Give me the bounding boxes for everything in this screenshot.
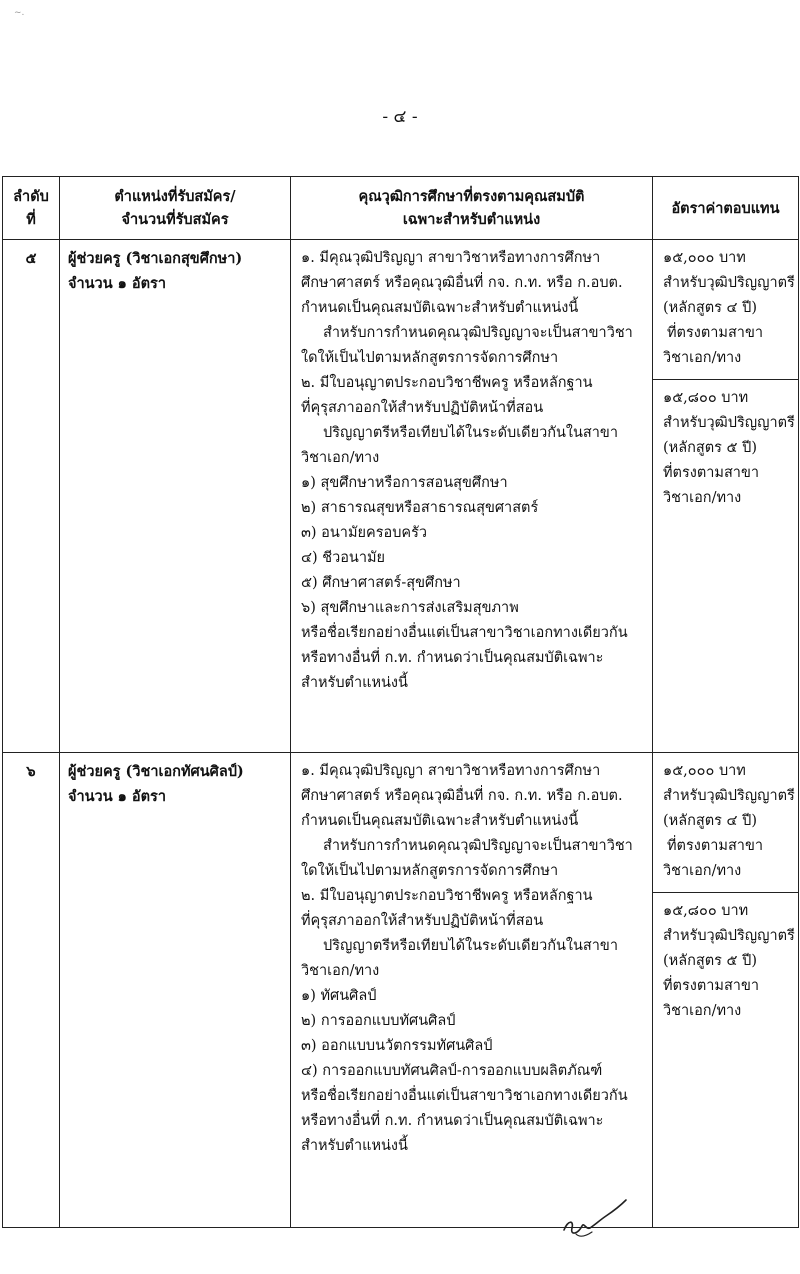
row-number: ๖ [3, 753, 60, 1228]
qualification-line: ๑) ทัศนศิลป์ [301, 988, 377, 1004]
qualification-line: ปริญญาตรีหรือเทียบได้ในระดับเดียวกันในสาขา [323, 938, 618, 954]
pay-line: สำหรับวุฒิปริญญาตรี [663, 928, 795, 944]
pay-line: ที่ตรงตามสาขา [667, 325, 764, 341]
page-number: - ๔ - [382, 107, 418, 127]
header-pay [653, 177, 799, 240]
pay-amount: ๑๕,๐๐๐ บาท [663, 763, 746, 779]
corner-mark: ~. [14, 8, 25, 18]
qualification-line: หรือทางอื่นที่ ก.ท. กำหนดว่าเป็นคุณสมบัติเฉพาะ [301, 650, 604, 666]
pay-block [653, 240, 798, 379]
table-header-row [3, 177, 799, 240]
qualification-line: ๕) ศึกษาศาสตร์-สุขศึกษา [301, 575, 461, 591]
position-cell [60, 240, 291, 753]
qualification-line: ๓) ออกแบบนวัตกรรมทัศนศิลป์ [301, 1038, 493, 1054]
qualification-line: หรือทางอื่นที่ ก.ท. กำหนดว่าเป็นคุณสมบัติเฉพาะ [301, 1113, 604, 1129]
qualification-line: หรือชื่อเรียกอย่างอื่นแต่เป็นสาขาวิชาเอกทางเดียวกัน [301, 1088, 628, 1104]
position-title: ผู้ช่วยครู (วิชาเอกสุขศึกษา) [68, 250, 243, 267]
qualification-line: วิชาเอก/ทาง [301, 450, 380, 466]
qualification-line: ใดให้เป็นไปตามหลักสูตรการจัดการศึกษา [301, 350, 559, 366]
qualification-line: สำหรับตำแหน่งนี้ [301, 1138, 408, 1154]
pay-cell [653, 753, 799, 1228]
qualification-line: สำหรับการกำหนดคุณวุฒิปริญญาจะเป็นสาขาวิชา [323, 325, 633, 341]
signature-mark [556, 1190, 636, 1250]
qualification-line: สำหรับตำแหน่งนี้ [301, 675, 408, 691]
header-no-line: ที่ [26, 211, 36, 228]
position-cell [60, 753, 291, 1228]
qualification-line: ใดให้เป็นไปตามหลักสูตรการจัดการศึกษา [301, 863, 559, 879]
pay-amount: ๑๕,๐๐๐ บาท [663, 250, 746, 266]
pay-line: (หลักสูตร ๕ ปี) [663, 953, 757, 969]
qualification-line: ที่คุรุสภาออกให้สำหรับปฏิบัติหน้าที่สอน [301, 913, 544, 929]
qualification-line: ๑. มีคุณวุฒิปริญญา สาขาวิชาหรือทางการศึกษา [301, 250, 601, 266]
position-count: จำนวน ๑ อัตรา [68, 788, 166, 805]
qualification-line: ๔) การออกแบบทัศนศิลป์-การออกแบบผลิตภัณฑ์ [301, 1063, 603, 1079]
qualification-line: ๒. มีใบอนุญาตประกอบวิชาชีพครู หรือหลักฐาน [301, 888, 593, 904]
header-no-line: ลำดับ [13, 188, 49, 205]
qualification-cell [291, 240, 653, 753]
qualification-line: วิชาเอก/ทาง [301, 963, 380, 979]
pay-line: (หลักสูตร ๕ ปี) [663, 440, 757, 456]
pay-line: (หลักสูตร ๔ ปี) [663, 813, 757, 829]
pay-line: สำหรับวุฒิปริญญาตรี [663, 415, 795, 431]
qualification-line: ศึกษาศาสตร์ หรือคุณวุฒิอื่นที่ กจ. ก.ท. หรือ ก.อบต. [301, 275, 623, 291]
qualification-line: ปริญญาตรีหรือเทียบได้ในระดับเดียวกันในสาขา [323, 425, 618, 441]
pay-line: สำหรับวุฒิปริญญาตรี [663, 788, 795, 804]
qualification-line: ๒) สาธารณสุขหรือสาธารณสุขศาสตร์ [301, 500, 539, 516]
pay-block [653, 892, 798, 1032]
pay-amount: ๑๕,๘๐๐ บาท [663, 903, 749, 919]
qualification-line: หรือชื่อเรียกอย่างอื่นแต่เป็นสาขาวิชาเอกทางเดียวกัน [301, 625, 628, 641]
qualification-line: ๒. มีใบอนุญาตประกอบวิชาชีพครู หรือหลักฐาน [301, 375, 593, 391]
pay-line: ที่ตรงตามสาขา [667, 838, 764, 854]
table-row [3, 753, 799, 1228]
qualification-line: สำหรับการกำหนดคุณวุฒิปริญญาจะเป็นสาขาวิชา [323, 838, 633, 854]
qualification-line: ที่คุรุสภาออกให้สำหรับปฏิบัติหน้าที่สอน [301, 400, 544, 416]
pay-line: (หลักสูตร ๔ ปี) [663, 300, 757, 316]
header-qualification [291, 177, 653, 240]
qualification-line: กำหนดเป็นคุณสมบัติเฉพาะสำหรับตำแหน่งนี้ [301, 300, 579, 316]
table-row [3, 240, 799, 753]
pay-line: วิชาเอก/ทาง [663, 1003, 742, 1019]
header-qualification-line: เฉพาะสำหรับตำแหน่ง [402, 211, 541, 228]
qualification-line: ศึกษาศาสตร์ หรือคุณวุฒิอื่นที่ กจ. ก.ท. หรือ ก.อบต. [301, 788, 623, 804]
pay-cell [653, 240, 799, 753]
pay-block [653, 753, 798, 892]
header-qualification-line: คุณวุฒิการศึกษาที่ตรงตามคุณสมบัติ [358, 188, 585, 205]
qualification-line: กำหนดเป็นคุณสมบัติเฉพาะสำหรับตำแหน่งนี้ [301, 813, 579, 829]
qualification-line: ๓) อนามัยครอบครัว [301, 525, 428, 541]
pay-line: ที่ตรงตามสาขา [663, 978, 760, 994]
pay-line: ที่ตรงตามสาขา [663, 465, 760, 481]
position-table [2, 176, 799, 1228]
position-count: จำนวน ๑ อัตรา [68, 275, 166, 292]
row-number: ๕ [3, 240, 60, 753]
qualification-line: ๖) สุขศึกษาและการส่งเสริมสุขภาพ [301, 600, 519, 616]
qualification-line: ๑. มีคุณวุฒิปริญญา สาขาวิชาหรือทางการศึกษา [301, 763, 601, 779]
qualification-line: ๔) ชีวอนามัย [301, 550, 386, 566]
pay-line: วิชาเอก/ทาง [663, 490, 742, 506]
pay-amount: ๑๕,๘๐๐ บาท [663, 390, 749, 406]
pay-block [653, 379, 798, 519]
pay-line: วิชาเอก/ทาง [663, 350, 742, 366]
qualification-line: ๑) สุขศึกษาหรือการสอนสุขศึกษา [301, 475, 508, 491]
pay-line: วิชาเอก/ทาง [663, 863, 742, 879]
header-position-line: ตำแหน่งที่รับสมัคร/ [114, 188, 236, 205]
position-title: ผู้ช่วยครู (วิชาเอกทัศนศิลป์) [68, 763, 244, 780]
header-position-line: จำนวนที่รับสมัคร [121, 211, 229, 228]
qualification-line: ๒) การออกแบบทัศนศิลป์ [301, 1013, 456, 1029]
header-pay-line: อัตราค่าตอบแทน [671, 199, 780, 217]
qualification-cell [291, 753, 653, 1228]
pay-line: สำหรับวุฒิปริญญาตรี [663, 275, 795, 291]
header-no [3, 177, 60, 240]
header-position [60, 177, 291, 240]
